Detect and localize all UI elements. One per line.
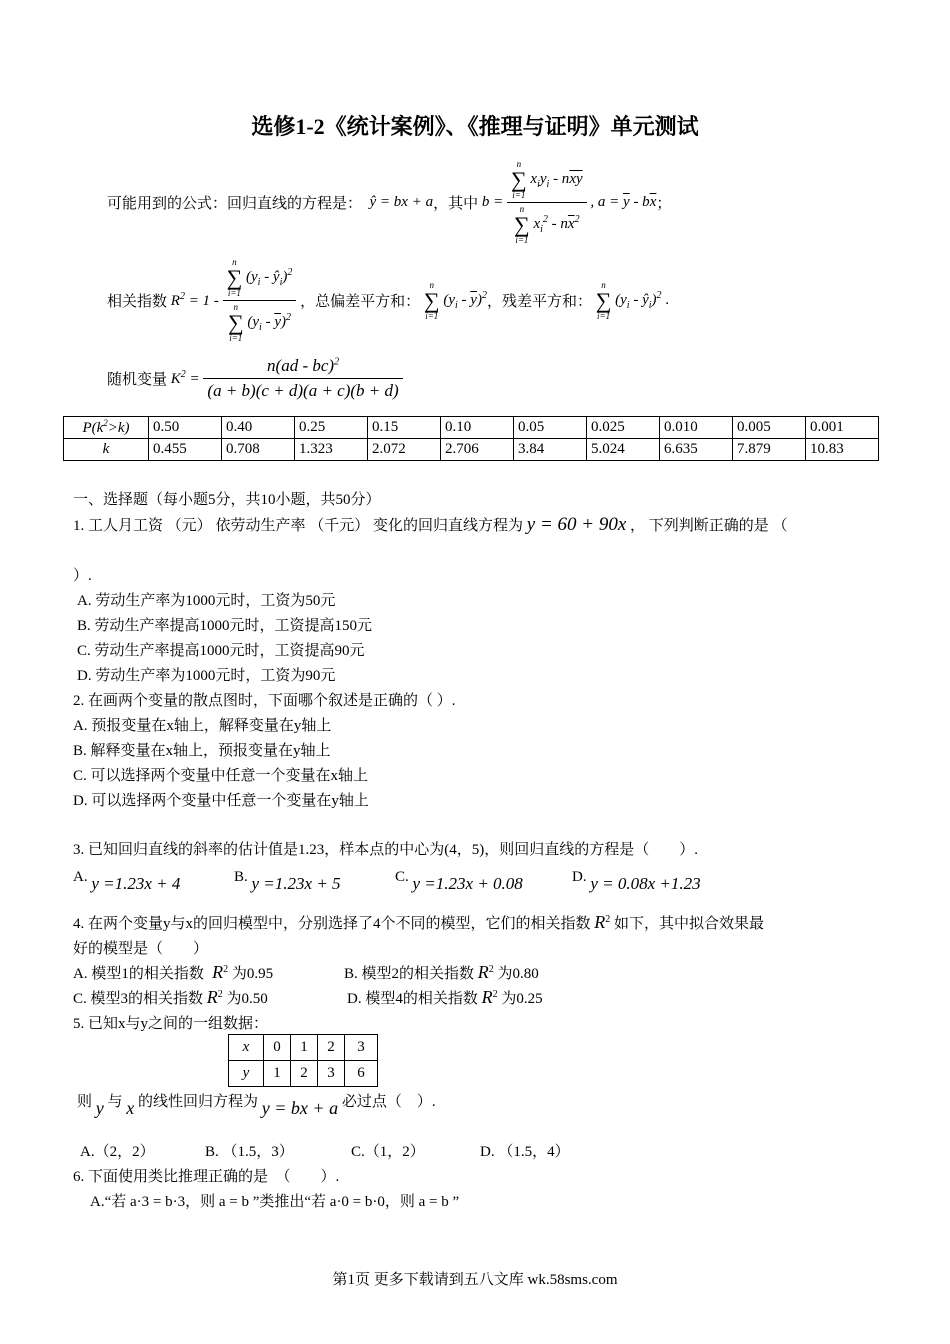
- table-cell: 0.025: [587, 417, 660, 439]
- q4-option-b-text: B. 模型2的相关指数: [344, 966, 475, 982]
- table-cell: 10.83: [806, 439, 879, 461]
- critical-value-table: [63, 416, 879, 461]
- q5-line-post: 必过点（ ）.: [341, 1094, 436, 1110]
- table-cell: 0.001: [806, 417, 879, 439]
- table-cell: 2: [318, 1035, 345, 1061]
- q3-option-b[interactable]: [234, 866, 341, 893]
- q3-option-a-label: A.: [73, 869, 88, 885]
- table-cell: 0.10: [441, 417, 514, 439]
- q1-option-c[interactable]: C. 劳动生产率提高1000元时，工资提高90元: [77, 643, 365, 659]
- table-row: [229, 1035, 378, 1061]
- q3-option-b-eq: y =1.23x + 5: [251, 874, 341, 893]
- q5-option-a[interactable]: A.（2，2）: [80, 1144, 155, 1160]
- table-cell: 0.455: [149, 439, 222, 461]
- q4-option-a-text: A. 模型1的相关指数: [73, 966, 204, 982]
- q5-line-pre: 则: [77, 1094, 93, 1110]
- q3-option-b-label: B.: [234, 869, 248, 885]
- q3-option-d-label: D.: [572, 869, 587, 885]
- formula-b-fraction: n ∑ i=1 $x_iy_i - n\overline{xy}$ n ∑ i=1 $x_i^2 - n\overline{x}^2$: [507, 160, 587, 245]
- page-title: 选修1-2《统计案例》、《推理与证明》单元测试: [251, 114, 699, 139]
- q4-option-d-text: D. 模型4的相关指数: [347, 991, 478, 1007]
- table-head-cell: k: [64, 439, 149, 461]
- table-cell: 3.84: [514, 439, 587, 461]
- formula-r2: 相关指数 $R^2 = 1$ - n ∑ i=1 ($y_i$ - $ŷ_i)^2$ n ∑ i=1 $(y_i - \overline{y})^2$ ，总偏差平方和： n ∑ i=1 $(y_i - \overline{y})^2$，残差平方和： n ∑ i=1 ($y_i$ - $ŷ_i)^2$ .: [107, 257, 670, 343]
- q4-option-c-text: C. 模型3的相关指数: [73, 991, 204, 1007]
- q3-option-a[interactable]: [73, 866, 181, 893]
- question-6-stem: 6. 下面使用类比推理正确的是 （ ）.: [73, 1169, 340, 1185]
- formula-intro-label: 可能用到的公式：回归直线的方程是：: [107, 196, 363, 212]
- q4-stem-line2: 好的模型是（ ）: [73, 941, 209, 957]
- table-cell: 0.15: [368, 417, 441, 439]
- q3-option-c-eq: y =1.23x + 0.08: [412, 874, 523, 893]
- q4-option-c-value: 为0.50: [226, 991, 268, 1007]
- table-head-cell: $P(k^2>k)$: [64, 417, 149, 439]
- formula-k2-fraction: $\frac{n(ad - bc)^2}{(a + b)(c + d)(a + c)(b + d)}$: [203, 356, 402, 401]
- table-cell: 1: [264, 1061, 291, 1087]
- question-3-stem: 3. 已知回归直线的斜率的估计值是1.23，样本点的中心为(4，5)，则回归直线的方程是（ ）.: [73, 842, 698, 858]
- q3-option-d-eq: y = 0.08x +1.23: [590, 874, 701, 893]
- q1-option-b[interactable]: B. 劳动生产率提高1000元时，工资提高150元: [77, 618, 373, 634]
- q3-option-a-eq: y =1.23x + 4: [91, 874, 181, 893]
- q1-stem-text: 1. 工人月工资 （元） 依劳动生产率 （千元） 变化的回归直线方程为: [73, 518, 524, 534]
- q5-line-with: 与: [107, 1094, 123, 1110]
- table-cell: 6.635: [660, 439, 733, 461]
- q4-option-d[interactable]: D. 模型4的相关指数 $R^2$ 为0.25: [347, 987, 543, 1007]
- page-footer: 第1页 更多下载请到五八文库 wk.58sms.com: [332, 1272, 618, 1288]
- q5-line-mid: 的线性回归方程为: [138, 1094, 259, 1110]
- question-2-stem: 2. 在画两个变量的散点图时，下面哪个叙述是正确的（ ）.: [73, 693, 456, 709]
- q3-option-c[interactable]: [395, 866, 523, 893]
- q1-tail: ， 下列判断正确的是 （: [630, 518, 788, 534]
- table-cell: 1.323: [295, 439, 368, 461]
- q2-option-a[interactable]: A. 预报变量在x轴上，解释变量在y轴上: [73, 718, 332, 734]
- formula-r2-fraction: n ∑ i=1 ($y_i$ - $ŷ_i)^2$ n ∑ i=1 $(y_i - \overline{y})^2$: [223, 258, 297, 343]
- q4-option-b-value: 为0.80: [497, 966, 539, 982]
- table-head-cell: x: [229, 1035, 264, 1061]
- formula-resid-label: ，残差平方和：: [486, 294, 592, 310]
- q5-line-x: x: [126, 1098, 135, 1118]
- table-cell: 0: [264, 1035, 291, 1061]
- formula-k2-label: 随机变量: [107, 372, 168, 388]
- q4-stem-text: 4. 在两个变量y与x的回归模型中，分别选择了4个不同的模型，它们的相关指数: [73, 916, 591, 932]
- q5-line-eq: y = bx + a: [261, 1098, 339, 1118]
- table-cell: 3: [318, 1061, 345, 1087]
- formula-where-label: ，其中: [433, 196, 479, 212]
- table-cell: 2.072: [368, 439, 441, 461]
- table-cell: 1: [291, 1035, 318, 1061]
- question-1-stem: [73, 514, 788, 536]
- table-cell: 0.708: [222, 439, 295, 461]
- q2-option-d[interactable]: D. 可以选择两个变量中任意一个变量在y轴上: [73, 793, 369, 809]
- table-cell: 7.879: [733, 439, 806, 461]
- table-row: [64, 417, 879, 439]
- q5-option-c[interactable]: C.（1，2）: [351, 1144, 425, 1160]
- q2-option-c[interactable]: C. 可以选择两个变量中任意一个变量在x轴上: [73, 768, 369, 784]
- question-5-stem: 5. 已知x与y之间的一组数据：: [73, 1016, 269, 1032]
- q1-equation: y = 60 + 90x: [526, 514, 627, 535]
- table-cell: 0.005: [733, 417, 806, 439]
- q4-option-a[interactable]: A. 模型1的相关指数 $R^2$ 为0.95: [73, 962, 274, 982]
- table-row: [64, 439, 879, 461]
- table-cell: 3: [345, 1035, 378, 1061]
- table-cell: 5.024: [587, 439, 660, 461]
- q1-option-a[interactable]: A. 劳动生产率为1000元时，工资为50元: [77, 593, 336, 609]
- section-heading: 一、选择题（每小题5分，共10小题，共50分）: [73, 492, 381, 508]
- formula-r2-label: 相关指数: [107, 294, 168, 310]
- table-cell: 2.706: [441, 439, 514, 461]
- table-row: [229, 1061, 378, 1087]
- formula-regression: 可能用到的公式：回归直线的方程是： ŷ = bx + a，其中 b = n ∑ i=1 $x_iy_i - n\overline{xy}$ n ∑ i=1 $x_i^2 - n\overline{x}^2$ , $a = \overline{y} - b\overline{x}$；: [107, 159, 672, 245]
- question-4-stem: 4. 在两个变量y与x的回归模型中，分别选择了4个不同的模型，它们的相关指数 $R^2$ 如下，其中拟合效果最: [73, 912, 765, 932]
- table-cell: 6: [345, 1061, 378, 1087]
- q4-stem-tail: 如下，其中拟合效果最: [614, 916, 765, 932]
- q4-option-b[interactable]: B. 模型2的相关指数 $R^2$ 为0.80: [344, 962, 539, 982]
- table-cell: 0.05: [514, 417, 587, 439]
- q5-option-d[interactable]: D. （1.5，4）: [480, 1144, 570, 1160]
- q6-option-a[interactable]: A.“若 a·3 = b·3，则 a = b ”类推出“若 a·0 = b·0，则 a = b ”: [90, 1194, 460, 1210]
- formula-k2: 随机变量 $K^2$ = $\frac{n(ad - bc)^2}{(a + b)(c + d)(a + c)(b + d)}$: [107, 356, 403, 401]
- q3-option-d[interactable]: [572, 866, 701, 893]
- q5-question-line: [77, 1090, 436, 1118]
- q5-option-b[interactable]: B. （1.5，3）: [205, 1144, 294, 1160]
- table-cell: 0.010: [660, 417, 733, 439]
- q5-data-table: [228, 1034, 378, 1087]
- table-cell: 0.40: [222, 417, 295, 439]
- q1-option-d[interactable]: D. 劳动生产率为1000元时，工资为90元: [77, 668, 336, 684]
- q2-option-b[interactable]: B. 解释变量在x轴上，预报变量在y轴上: [73, 743, 331, 759]
- q4-option-c[interactable]: C. 模型3的相关指数 $R^2$ 为0.50: [73, 987, 268, 1007]
- q3-option-c-label: C.: [395, 869, 409, 885]
- q1-tail2: ）.: [73, 568, 92, 584]
- q4-option-d-value: 为0.25: [501, 991, 543, 1007]
- q5-line-y: y: [95, 1098, 104, 1118]
- formula-total-label: ，总偏差平方和：: [300, 294, 421, 310]
- table-cell: 0.50: [149, 417, 222, 439]
- table-cell: 2: [291, 1061, 318, 1087]
- table-head-cell: y: [229, 1061, 264, 1087]
- q4-option-a-value: 为0.95: [231, 966, 274, 982]
- table-cell: 0.25: [295, 417, 368, 439]
